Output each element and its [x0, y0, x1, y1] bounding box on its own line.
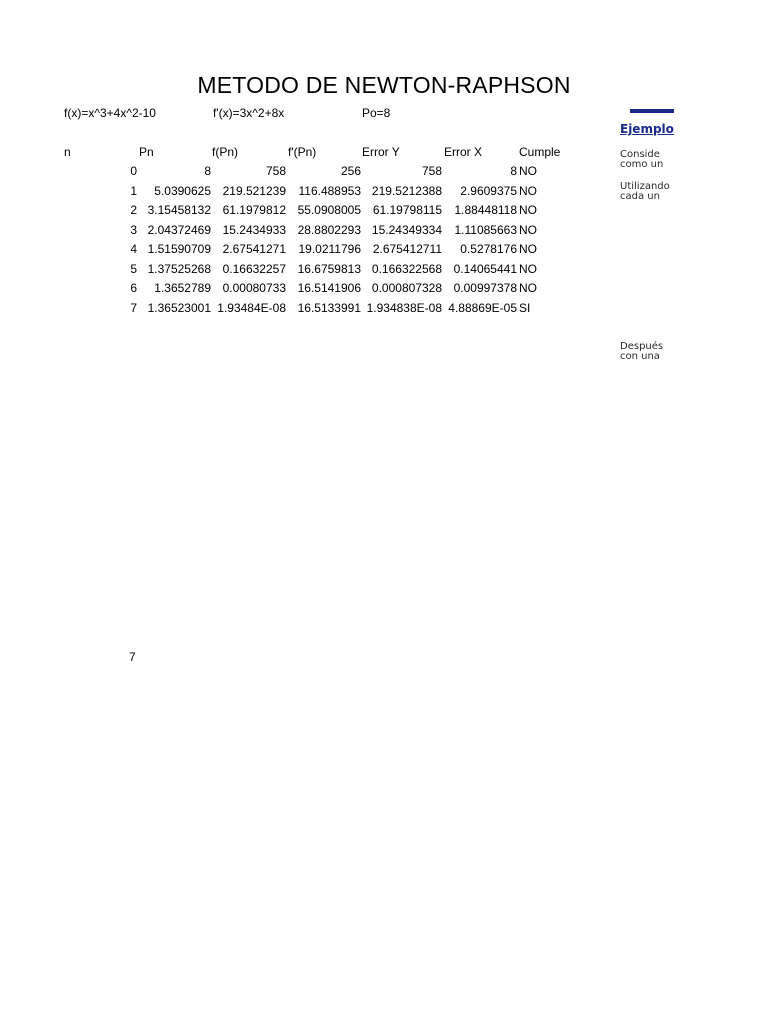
cell-error-y: 0.000807328 [371, 281, 442, 295]
cell-cumple: NO [519, 222, 537, 237]
cell-pn: 8 [204, 164, 211, 178]
cell-error-x: 2.9609375 [460, 183, 517, 198]
cell-n: 1 [130, 183, 137, 198]
cell-fpn: 2.67541271 [222, 242, 286, 256]
slide-line: cada un [620, 191, 660, 202]
cell-error-x: 4.88869E-05 [448, 300, 517, 315]
cell-fppn: 16.6759813 [297, 261, 361, 276]
cell-error-y: 2.675412711 [372, 242, 442, 256]
cell-fpn: 15.2434933 [222, 222, 286, 237]
initial-value: Po=8 [362, 106, 391, 120]
cell-error-x: 1.11085663 [454, 222, 517, 237]
cell-fpn: 0.16632257 [222, 261, 286, 276]
embedded-slide [614, 100, 674, 380]
cell-fpn: 1.93484E-08 [217, 300, 286, 315]
cell-n: 6 [130, 281, 137, 295]
slide-heading: Ejemplo [620, 122, 674, 136]
cell-cumple: NO [519, 261, 537, 276]
cell-fpn: 0.00080733 [222, 281, 286, 295]
header-cumple: Cumple [519, 145, 561, 159]
derivative-formula: f'(x)=3x^2+8x [213, 106, 285, 120]
slide-line: con una [620, 351, 660, 362]
cell-n: 3 [130, 222, 137, 237]
cell-n: 2 [130, 203, 137, 217]
cell-error-y: 0.166322568 [371, 261, 442, 276]
cell-error-x: 0.14065441 [453, 261, 517, 276]
cell-fpn: 758 [265, 164, 286, 178]
cell-pn: 3.15458132 [147, 203, 211, 217]
cell-fpn: 219.521239 [222, 183, 286, 198]
cell-error-y: 1.934838E-08 [366, 300, 442, 315]
slide-line: como un [620, 159, 664, 170]
slide-line: Utilizando [620, 181, 670, 192]
cell-cumple: SI [519, 300, 531, 315]
cell-error-x: 0.00997378 [453, 281, 517, 295]
cell-pn: 5.0390625 [154, 183, 211, 198]
cell-cumple: NO [519, 203, 537, 217]
cell-fppn: 16.5141906 [297, 281, 361, 295]
cell-fppn: 116.488953 [298, 183, 361, 198]
header-pn: Pn [139, 145, 154, 159]
cell-n: 5 [130, 261, 137, 276]
cell-fppn: 55.0908005 [297, 203, 361, 217]
cell-pn: 1.3652789 [154, 281, 211, 295]
cell-fppn: 28.8802293 [297, 222, 361, 237]
header-fppn: f'(Pn) [288, 145, 317, 159]
cell-fppn: 16.5133991 [297, 300, 361, 315]
cell-cumple: NO [519, 281, 537, 295]
header-n: n [64, 145, 71, 159]
slide-line: Conside [620, 149, 660, 160]
cell-error-x: 0.5278176 [460, 242, 517, 256]
cell-n: 7 [130, 300, 137, 315]
cell-pn: 1.37525268 [147, 261, 211, 276]
cell-error-y: 61.19798115 [372, 203, 442, 217]
cell-pn: 2.04372469 [147, 222, 211, 237]
header-error-x: Error X [444, 145, 483, 159]
cell-error-x: 8 [510, 164, 517, 178]
iteration-count: 7 [129, 650, 136, 664]
cell-fppn: 256 [340, 164, 361, 178]
cell-n: 0 [130, 164, 137, 178]
cell-cumple: NO [519, 164, 537, 178]
header-fpn: f(Pn) [212, 145, 239, 159]
cell-error-y: 758 [421, 164, 442, 178]
header-error-y: Error Y [362, 145, 400, 159]
cell-pn: 1.51590709 [147, 242, 211, 256]
cell-error-y: 219.5212388 [371, 183, 442, 198]
cell-cumple: NO [519, 242, 537, 256]
page-title: METODO DE NEWTON-RAPHSON [197, 72, 571, 98]
cell-cumple: NO [519, 183, 537, 198]
cell-fpn: 61.1979812 [222, 203, 286, 217]
cell-pn: 1.36523001 [147, 300, 211, 315]
cell-fppn: 19.0211796 [298, 242, 361, 256]
slide-accent-bar [630, 109, 674, 113]
cell-n: 4 [130, 242, 137, 256]
cell-error-y: 15.24349334 [371, 222, 442, 237]
function-formula: f(x)=x^3+4x^2-10 [64, 106, 156, 120]
slide-line: Después [620, 341, 664, 352]
cell-error-x: 1.88448118 [454, 203, 517, 217]
